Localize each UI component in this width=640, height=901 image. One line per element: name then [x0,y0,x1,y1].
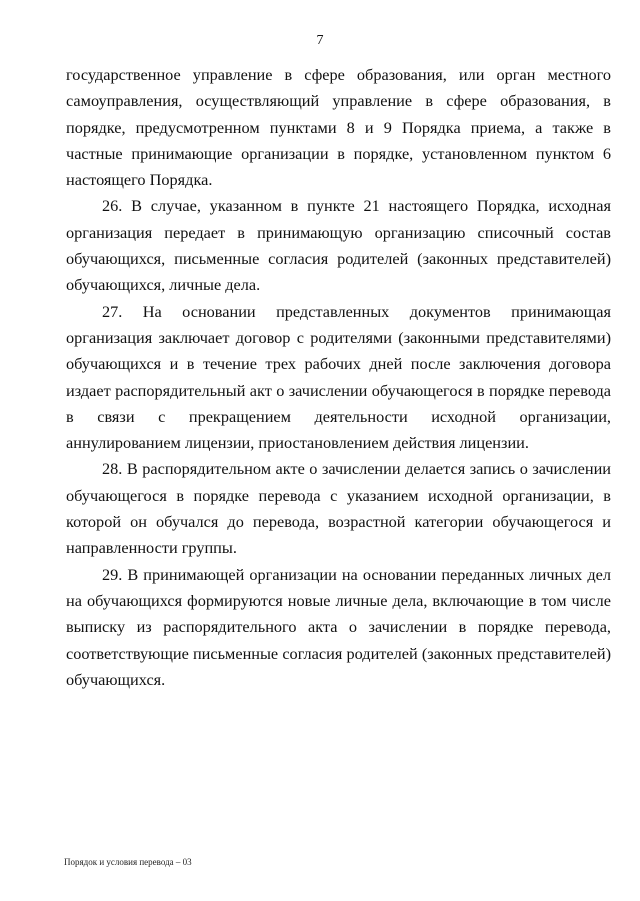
paragraph-continuation: государственное управление в сфере образования, или орган местного самоуправления, осуществляющий управление в сфере образования, в порядке, предусмотренном пунктами 8 и 9 Порядка приема, а также в частные принимающие организации в порядке, установленном пунктом 6 настоящего Порядка. [66,65,611,190]
paragraph-26: 26. В случае, указанном в пункте 21 настоящего Порядка, исходная организация передает в принимающую организацию списочный состав обучающихся, письменные согласия родителей (законных представителей) обучающихся, личные дела. [66,196,611,295]
page-number: 7 [316,33,324,48]
document-body [66,62,611,693]
paragraph-28: 28. В распорядительном акте о зачислении делается запись о зачислении обучающегося в порядке перевода с указанием исходной организации, в которой он обучался до перевода, возрастной категории обучающегося и направленности группы. [66,459,611,558]
paragraph-29: 29. В принимающей организации на основании переданных личных дел на обучающихся формируются новые личные дела, включающие в том числе выписку из распорядительного акта о зачислении в порядке перевода, соответствующие письменные согласия родителей (законных представителей) обучающихся. [66,564,611,689]
document-footer: Порядок и условия перевода – 03 [64,857,192,867]
paragraph-27: 27. На основании представленных документов принимающая организация заключает договор с родителями (законными представителями) обучающихся и в течение трех рабочих дней после заключения договора издает распорядительный акт о зачислении обучающегося в порядке перевода в связи с прекращением деятельности исходной организации, аннулированием лицензии, приостановлением действия лицензии. [66,301,611,453]
